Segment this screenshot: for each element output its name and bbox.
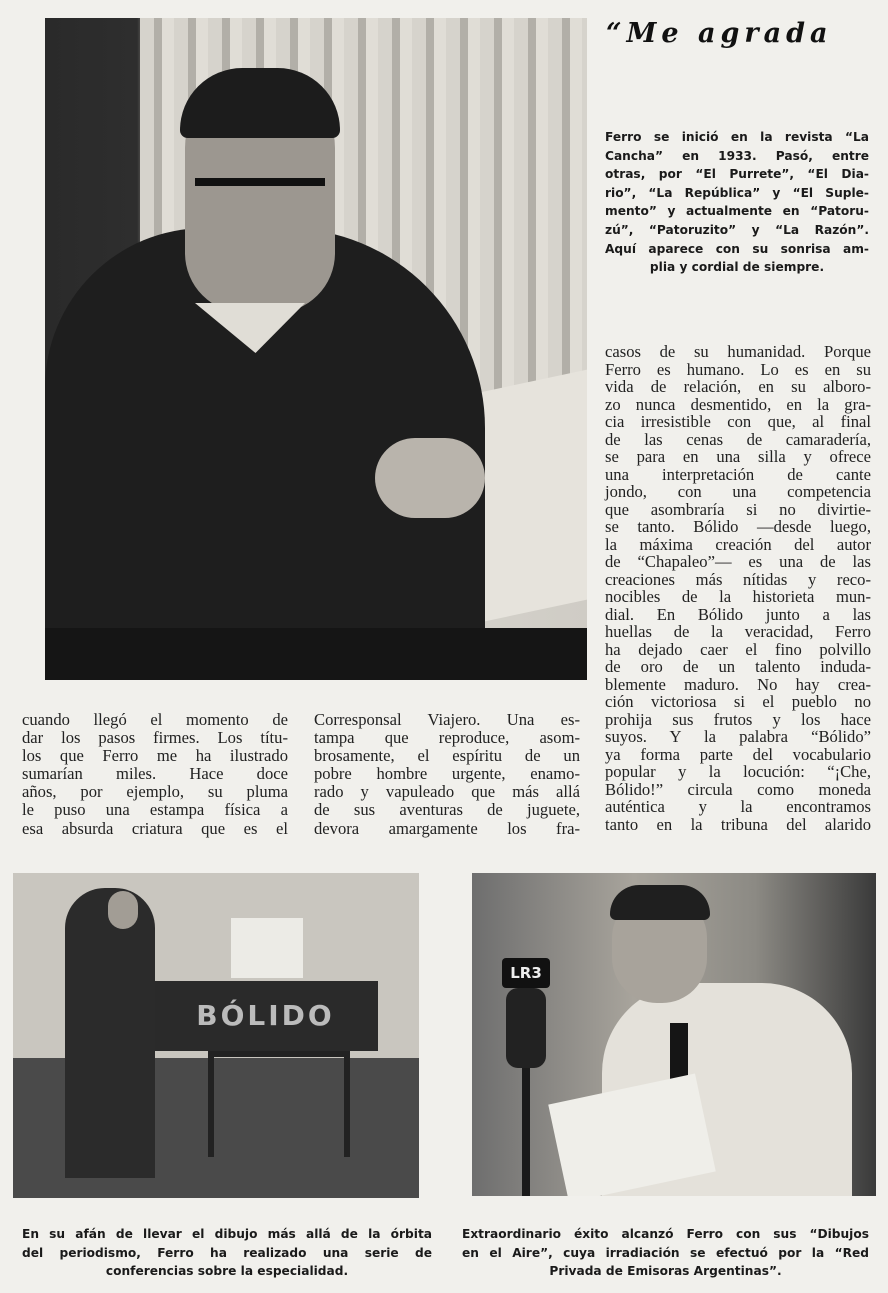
text-line: Ferro se inició en la revista “La [605, 130, 869, 144]
text-line: sumarían miles. Hace doce [22, 764, 288, 784]
presenter-hair [610, 885, 710, 920]
text-line: tampa que reproduce, asom- [314, 728, 580, 748]
text-line: le puso una estampa física a [22, 800, 288, 820]
text-line: otras, por “El Purrete”, “El Dia- [605, 167, 869, 182]
text-line: dial. En Bólido junto a las [605, 604, 871, 624]
microphone [502, 958, 550, 1196]
text-line: ya forma parte del vocabulario [605, 744, 871, 764]
text-line: mento” y actualmente en “Patoru- [605, 204, 869, 219]
text-line: años, por ejemplo, su pluma [22, 782, 288, 802]
text-line: que asombraría si no divirtie- [605, 499, 871, 519]
text-line: se tanto. Bólido —desde luego, [605, 517, 871, 536]
text-line: suyos. Y la palabra “Bólido” [605, 727, 871, 746]
text-line: Aquí aparece con su sonrisa am- [605, 241, 869, 256]
text-line: cuando llegó el momento de [22, 710, 288, 729]
microphone-badge: LR3 [502, 958, 550, 988]
text-line: popular y la locución: “¡Che, [605, 762, 871, 781]
text-line: plia y cordial de siempre. [649, 260, 825, 275]
text-line: rio”, “La República” y “El Suple- [605, 185, 869, 200]
text-line: conferencias sobre la especialidad. [105, 1264, 349, 1279]
text-line: Privada de Emisoras Argentinas”. [549, 1264, 782, 1279]
text-line: creaciones más nítidas y reco- [605, 569, 871, 589]
text-line: Extraordinario éxito alcanzó Ferro con sus “Dibujos [462, 1227, 869, 1241]
text-line: brosamente, el espíritu de un [314, 746, 580, 766]
text-line: Corresponsal Viajero. Una es- [314, 710, 580, 729]
text-line: zo nunca desmentido, en la gra- [605, 394, 871, 414]
text-line: los que Ferro me ha ilustrado [22, 746, 288, 766]
text-line: huellas de la veracidad, Ferro [605, 622, 871, 641]
text-line: la máxima creación del autor [605, 534, 871, 554]
tie [670, 1023, 688, 1083]
sign-board [153, 981, 378, 1051]
middle-text-column [314, 711, 580, 838]
text-line: tanto en la tribuna del alarido [605, 814, 871, 834]
conference-photo [13, 873, 419, 1198]
text-line: zú”, “Patoruzito” y “La Razón”. [605, 222, 869, 237]
speaker [65, 888, 155, 1178]
microphone-head [506, 988, 546, 1068]
text-line: blemente maduro. No hay crea- [605, 674, 871, 694]
text-line: ha dejado caer el fino polvillo [605, 639, 871, 659]
text-line: de oro de un talento induda- [605, 657, 871, 676]
easel [208, 1051, 350, 1157]
sign-text: BÓLIDO [196, 999, 335, 1032]
conference-caption [22, 1225, 432, 1281]
microphone-stand [522, 1068, 530, 1196]
table [45, 628, 587, 680]
text-line: dar los pasos firmes. Los títu- [22, 728, 288, 748]
text-line: vida de relación, en su alboro- [605, 377, 871, 396]
hand [375, 438, 485, 518]
text-line: casos de su humanidad. Porque [605, 342, 871, 361]
text-line: del periodismo, Ferro ha realizado una serie de [22, 1245, 432, 1260]
text-line: cia irresistible con que, al final [605, 412, 871, 431]
text-line: devora amargamente los fra- [314, 818, 580, 838]
right-text-column [605, 343, 871, 833]
text-line: de “Chapaleo”— es una de las [605, 552, 871, 571]
text-line: rado y vapuleado que más allá [314, 782, 580, 802]
text-line: En su afán de llevar el dibujo más allá de la órbita [22, 1227, 432, 1241]
text-line: ción victoriosa si el pueblo no [605, 692, 871, 711]
drawing-sheet [231, 918, 303, 978]
text-line: una interpretación de cante [605, 464, 871, 484]
text-line: prohija sus frutos y los hace [605, 709, 871, 729]
speaker-face [108, 891, 138, 929]
radio-caption [462, 1225, 869, 1281]
article-title: “Me agrada [606, 18, 833, 49]
text-line: pobre hombre urgente, enamo- [314, 764, 580, 784]
portrait-caption [605, 128, 869, 277]
glasses [195, 178, 325, 222]
text-line: auténtica y la encontramos [605, 797, 871, 816]
portrait-photo [45, 18, 587, 680]
text-line: Cancha” en 1933. Pasó, entre [605, 148, 869, 163]
text-line: Ferro es humano. Lo es en su [605, 359, 871, 379]
text-line: de sus aventuras de juguete, [314, 800, 580, 820]
text-line: en el Aire”, cuya irradiación se efectuó por la “Red [462, 1245, 869, 1260]
radio-photo [472, 873, 876, 1196]
text-line: esa absurda criatura que es el [22, 818, 288, 838]
text-line: se para en una silla y ofrece [605, 447, 871, 466]
text-line: de las cenas de camaradería, [605, 429, 871, 449]
text-line: Bólido!” circula como moneda [605, 779, 871, 799]
text-line: nocibles de la historieta mun- [605, 587, 871, 606]
left-text-column [22, 711, 288, 838]
text-line: jondo, con una competencia [605, 482, 871, 501]
